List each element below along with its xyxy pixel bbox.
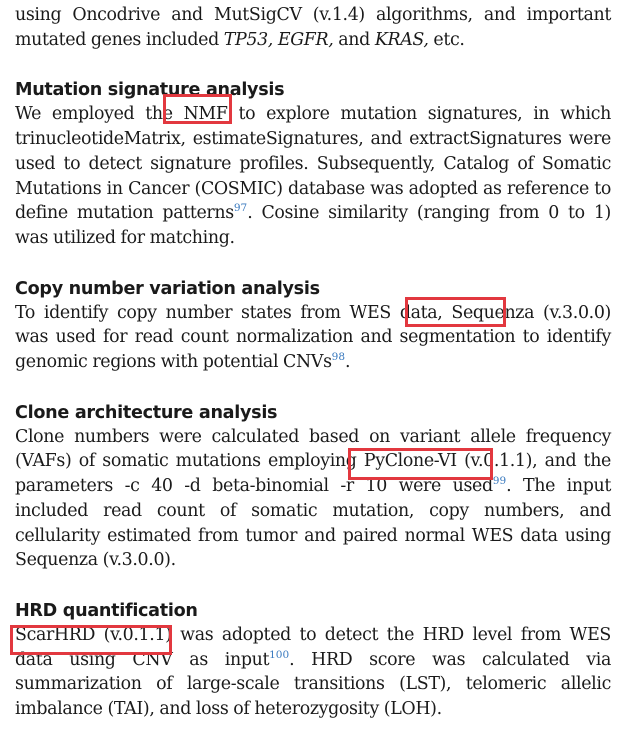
pyclone-term: PyClone-VI bbox=[363, 451, 457, 472]
mutation-signature-paragraph bbox=[15, 102, 611, 250]
paper-page bbox=[15, 3, 611, 722]
hrd-after: was adopted to detect the HRD level from WES data using CNV as input bbox=[15, 624, 611, 670]
sequenza-term: Sequenza bbox=[451, 302, 535, 323]
clone-tail: . The input included read count of somatic mutation, copy numbers, and cellularity estimated from tumor and paired normal WES data using Sequenza (v.3.0.0). bbox=[15, 476, 611, 571]
cnv-paragraph bbox=[15, 301, 611, 375]
hrd-tail: . HRD score was calculated via summarization of large-scale transitions (LST), telomeric allelic imbalance (TAI), and loss of heterozygosity (LOH). bbox=[15, 649, 611, 720]
cnv-tail: . bbox=[345, 352, 351, 373]
scarhrd-term: ScarHRD (v.0.1.1) bbox=[15, 624, 172, 645]
intro-paragraph bbox=[15, 3, 611, 52]
intro-text: using Oncodrive and MutSigCV (v.1.4) algorithms, and important mutated genes included bbox=[15, 5, 611, 50]
reference-99-link[interactable]: 99 bbox=[492, 475, 507, 488]
cnv-heading: Copy number variation analysis bbox=[15, 278, 320, 299]
clone-after: (v.0.1.1), and the parameters -c 40 -d beta-binomial -r 10 were used bbox=[15, 451, 611, 497]
clone-before: Clone numbers were calculated based on variant allele frequency (VAFs) of somatic mutations employing bbox=[15, 426, 611, 472]
sequenza-highlight-box bbox=[405, 297, 506, 327]
cnv-before: To identify copy number states from WES data, bbox=[15, 302, 452, 323]
intro-etc: etc. bbox=[428, 29, 465, 50]
hrd-heading: HRD quantification bbox=[15, 600, 198, 621]
scarhrd-highlight-box bbox=[10, 625, 172, 655]
mutation-signature-heading: Mutation signature analysis bbox=[15, 80, 285, 101]
pyclone-highlight-box bbox=[348, 448, 493, 480]
reference-100-link[interactable]: 100 bbox=[269, 648, 290, 661]
reference-98-link[interactable]: 98 bbox=[331, 351, 346, 364]
clone-paragraph bbox=[15, 425, 611, 573]
reference-97-link[interactable]: 97 bbox=[233, 202, 248, 215]
nmf-term: NMF bbox=[183, 104, 228, 125]
ms-after: to explore mutation signatures, in which trinucleotideMatrix, estimateSignatures, and extractSignatures were used to detect signature profiles. Subsequently, Catalog of Somatic Mutations in Cancer (COSMIC) database was adopted as reference to define mutation patterns bbox=[15, 104, 611, 224]
gene-kras: KRAS, bbox=[374, 29, 429, 50]
gene-tp53: TP53, bbox=[223, 29, 273, 50]
nmf-highlight-box bbox=[163, 94, 232, 124]
gene-egfr: EGFR, bbox=[277, 29, 334, 50]
intro-and: and bbox=[333, 29, 375, 50]
cnv-after: (v.3.0.0) was used for read count normalization and segmentation to identify genomic regions with potential CNVs bbox=[15, 302, 611, 373]
ms-tail: . Cosine similarity (ranging from 0 to 1) was utilized for matching. bbox=[15, 203, 611, 248]
clone-heading: Clone architecture analysis bbox=[15, 402, 278, 423]
ms-before: We employed the bbox=[15, 104, 184, 125]
